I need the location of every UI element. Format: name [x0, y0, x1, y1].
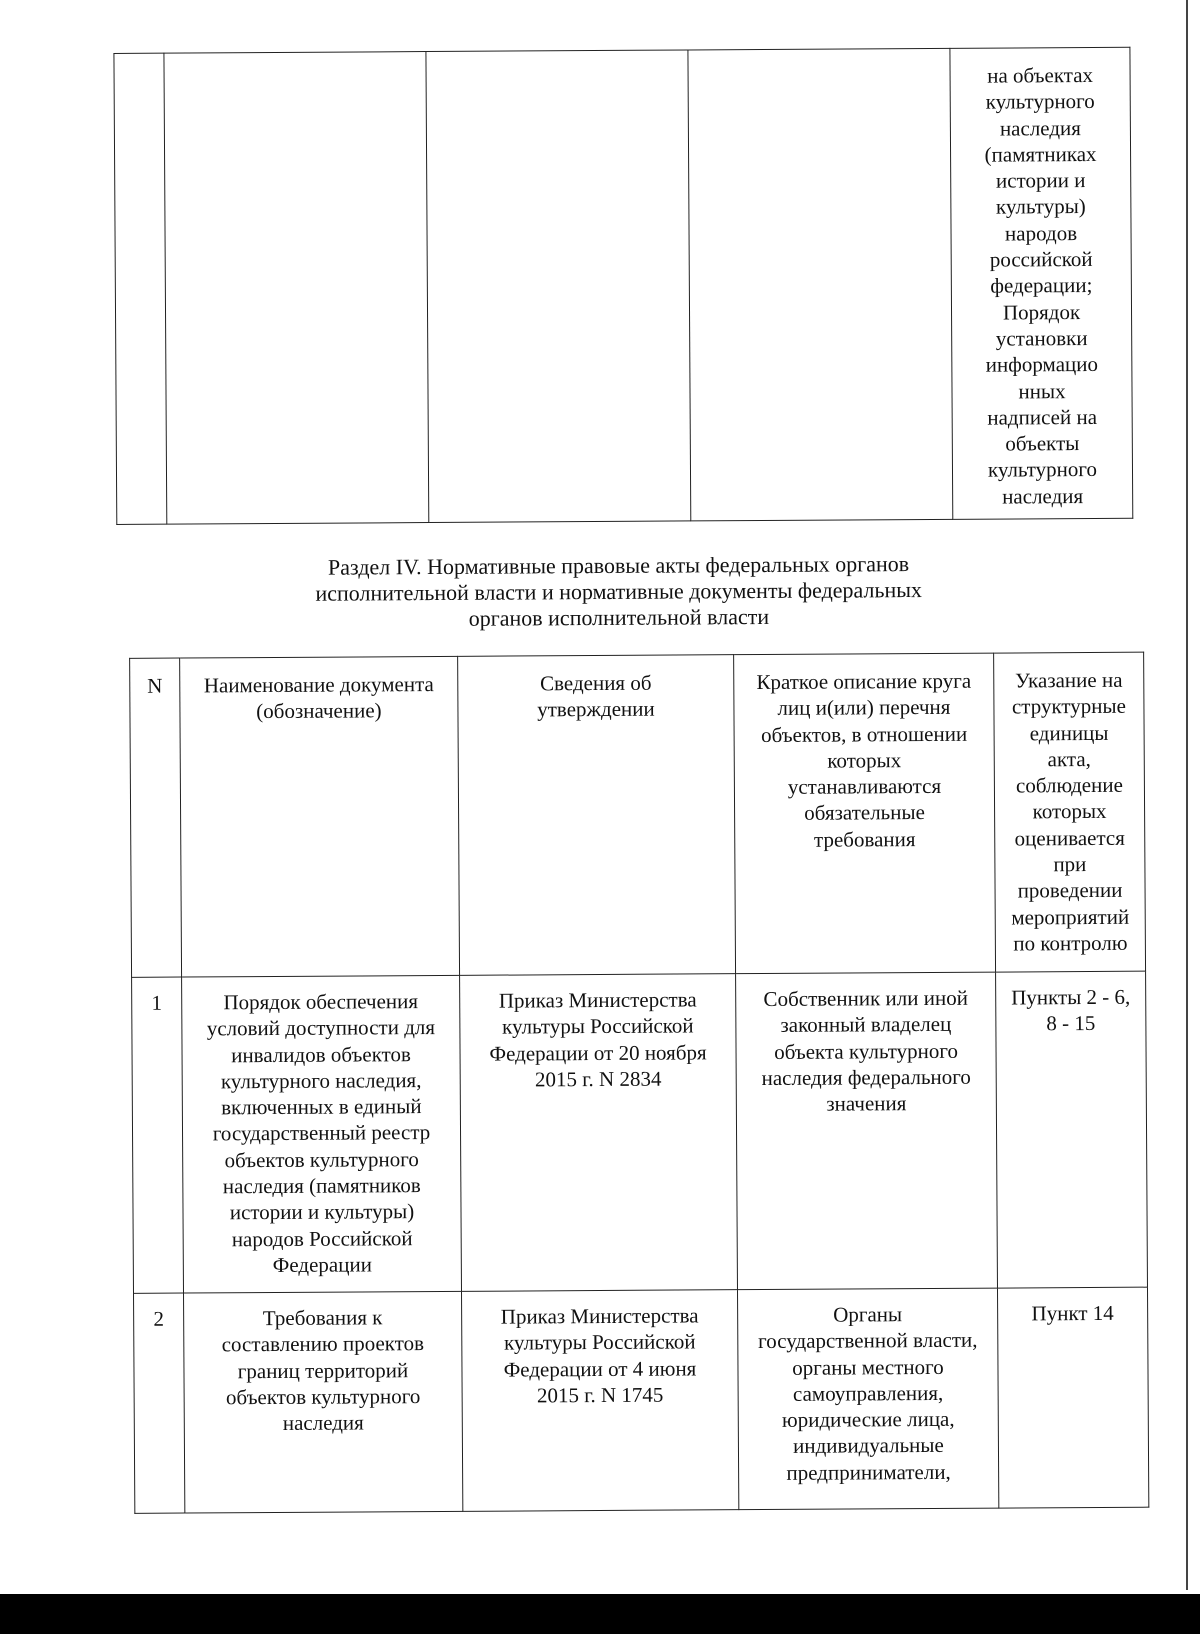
cell-line: народов — [1004, 220, 1078, 246]
cell-line: культурного наследия, — [220, 1067, 422, 1094]
table-cell-name — [164, 52, 429, 525]
cell-line: индивидуальные — [793, 1433, 944, 1459]
cell-line: Сведения об — [539, 670, 652, 696]
cell-scope — [736, 972, 998, 1290]
cell-line: государственный реестр — [212, 1120, 431, 1146]
cell-line: которых — [827, 748, 902, 773]
cell-line: обязательные — [804, 800, 925, 826]
continued-text — [950, 48, 1132, 510]
table-header-row — [130, 652, 1146, 977]
continued-table — [113, 47, 1133, 525]
cell-line: Пункт 14 — [1031, 1300, 1114, 1326]
cell-line: лиц и(или) перечня — [777, 695, 951, 721]
cell-line: наследия — [1002, 483, 1084, 509]
cell-line: границ территорий — [237, 1357, 409, 1383]
header-n — [130, 658, 182, 977]
cell-line: на объектах — [987, 62, 1094, 88]
cell-line: российской — [989, 247, 1093, 272]
cell-line: органы местного — [792, 1354, 944, 1380]
cell-line: единицы — [1029, 720, 1109, 745]
table-cell-units — [950, 47, 1133, 519]
cell-line: нных — [1018, 378, 1066, 403]
header-scope — [734, 653, 996, 974]
regulations-table — [129, 652, 1149, 1514]
cell-line: наследия — [282, 1410, 364, 1436]
cell-document-name — [182, 975, 462, 1293]
cell-line: объектов культурного — [224, 1146, 419, 1173]
scan-edge — [1186, 0, 1188, 1590]
cell-line: (памятниках — [984, 141, 1097, 167]
cell-line: 2015 г. N 2834 — [534, 1066, 662, 1092]
cell-line: объектов культурного — [225, 1383, 421, 1410]
cell-line: наследия (памятников — [222, 1173, 421, 1199]
cell-line: самоуправления, — [792, 1380, 944, 1406]
cell-line: структурные — [1011, 694, 1126, 719]
cell-line: инвалидов объектов — [231, 1041, 412, 1067]
cell-line: объекты — [1005, 431, 1080, 456]
header-structural-units — [994, 652, 1146, 972]
cell-line: составлению проектов — [221, 1331, 425, 1357]
table-row — [134, 1287, 1149, 1513]
cell-line: культурного — [985, 89, 1095, 114]
header-document-name — [180, 656, 460, 977]
cell-line: юридические лица, — [781, 1407, 955, 1433]
table-cell-scope — [688, 48, 953, 521]
cell-line: устанавливаются — [787, 774, 942, 800]
cell-line: информацио — [985, 352, 1099, 377]
cell-line: федерации; — [990, 273, 1093, 298]
cell-line: требования — [813, 826, 916, 852]
cell-line: по контролю — [1013, 930, 1128, 956]
cell-line: условий доступности для — [206, 1015, 436, 1041]
cell-line: наследия — [999, 115, 1081, 141]
cell-line: Федерации от 4 июня — [503, 1356, 697, 1382]
section-title-line: Раздел IV. Нормативные правовые акты федеральных органов — [327, 551, 910, 580]
cell-line: истории и культуры) — [229, 1199, 415, 1225]
table-cell-approval — [426, 50, 691, 523]
cell-line: при — [1053, 852, 1087, 877]
cell-line: Наименование документа — [203, 672, 434, 698]
cell-line: народов Российской — [231, 1225, 413, 1251]
cell-line: культурного — [987, 457, 1098, 483]
cell-line: Федерации от 20 ноября — [489, 1039, 707, 1066]
cell-line: Собственник или иной — [763, 985, 968, 1012]
section-title-line: органов исполнительной власти — [468, 603, 770, 631]
scan-border — [0, 1594, 1200, 1634]
table-row — [114, 47, 1133, 524]
cell-n: 2 — [134, 1293, 185, 1513]
cell-line: соблюдение — [1015, 772, 1123, 798]
cell-line: Требования к — [262, 1305, 383, 1331]
cell-approval — [461, 1290, 738, 1512]
cell-line: которых — [1032, 799, 1107, 824]
cell-line: предприниматели, — [786, 1459, 951, 1485]
cell-line: утверждении — [537, 696, 655, 722]
cell-line: акта, — [1047, 746, 1091, 772]
cell-approval — [460, 974, 738, 1292]
cell-line: культуры Российской — [503, 1329, 696, 1355]
cell-line: значения — [826, 1091, 907, 1116]
cell-structural-units — [997, 1287, 1148, 1508]
cell-line: культуры) — [995, 194, 1086, 220]
cell-line: Указание на — [1014, 667, 1123, 693]
cell-line: объектов, в отношении — [760, 721, 968, 747]
cell-line: Приказ Министерства — [500, 1303, 699, 1329]
section-title-line: исполнительной власти и нормативные документы федеральных — [315, 577, 923, 606]
cell-line: культуры Российской — [502, 1013, 694, 1039]
cell-line: 8 - 15 — [1046, 1011, 1096, 1036]
cell-structural-units — [996, 971, 1148, 1288]
table-row — [132, 971, 1148, 1293]
cell-document-name — [184, 1291, 463, 1513]
cell-line: Порядок обеспечения — [223, 989, 419, 1015]
cell-line: государственной власти, — [758, 1328, 978, 1354]
table-cell-n — [114, 53, 167, 524]
cell-line: оценивается — [1014, 825, 1125, 851]
cell-line: мероприятий — [1011, 904, 1130, 930]
cell-line: установки — [995, 325, 1088, 351]
header-approval — [458, 655, 736, 976]
cell-line: Приказ Министерства — [498, 987, 697, 1013]
cell-line: 2015 г. N 1745 — [536, 1382, 664, 1408]
cell-line: наследия федерального — [761, 1064, 971, 1090]
cell-line: включенных в единый — [221, 1094, 422, 1120]
cell-line: Федерации — [272, 1252, 372, 1277]
cell-line: N — [147, 673, 163, 698]
cell-line: проведении — [1017, 878, 1123, 903]
cell-line: Порядок — [1002, 299, 1081, 325]
cell-scope — [737, 1288, 998, 1510]
cell-line: надписей на — [987, 404, 1098, 430]
cell-line: Пункты 2 - 6, — [1011, 984, 1131, 1010]
cell-line: объекта культурного — [774, 1038, 958, 1064]
section-title — [128, 550, 1108, 634]
cell-line: истории и — [995, 168, 1086, 193]
cell-line: Органы — [833, 1302, 903, 1327]
cell-n: 1 — [132, 977, 184, 1293]
cell-line: законный владелец — [780, 1012, 952, 1038]
cell-line: (обозначение) — [256, 698, 382, 724]
cell-line: Краткое описание круга — [756, 668, 972, 695]
